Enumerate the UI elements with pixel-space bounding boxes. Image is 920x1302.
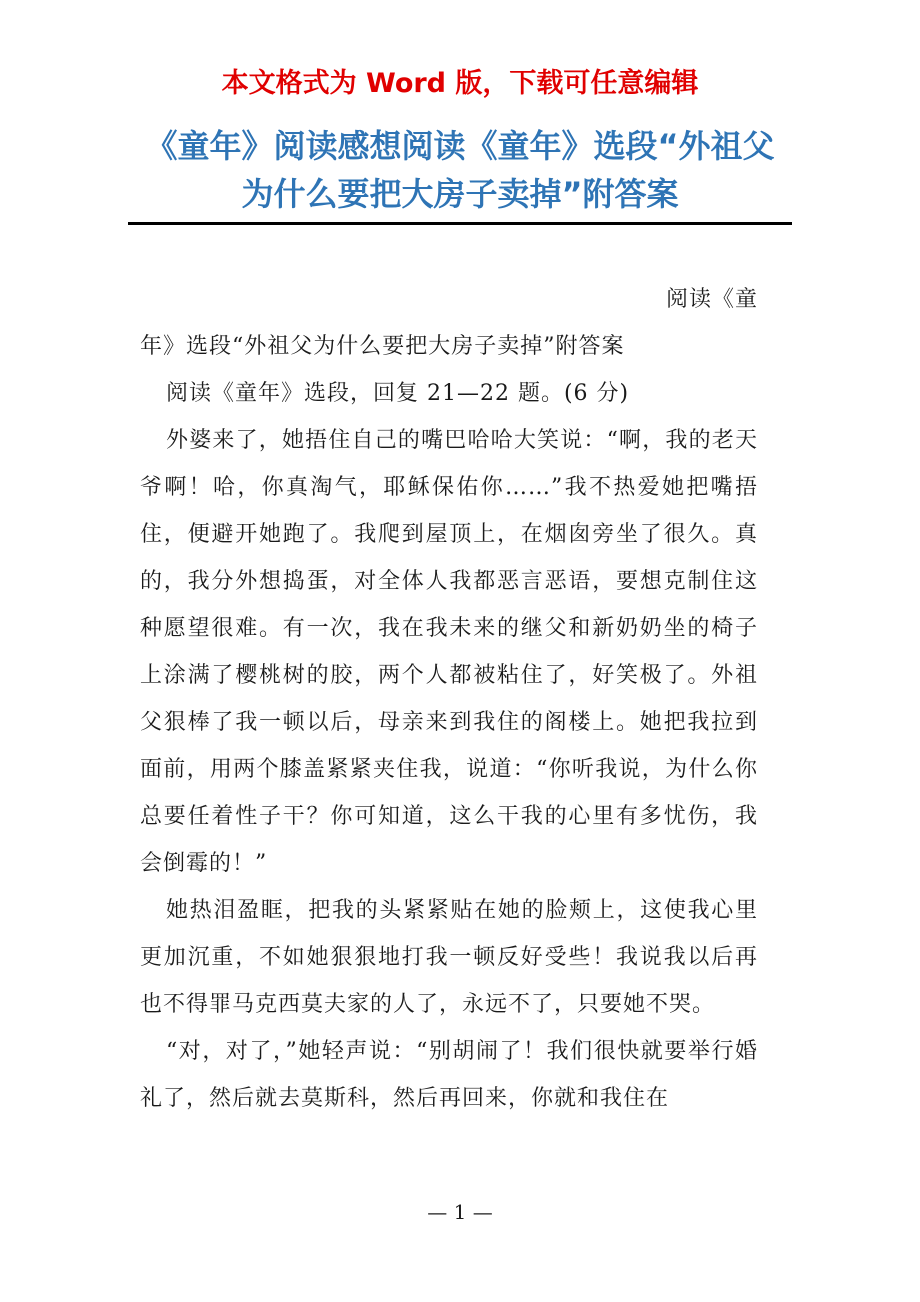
- paragraph-1: 外婆来了，她捂住自己的嘴巴哈哈大笑说：“啊，我的老天爷啊！哈，你真淘气，耶稣保佑你……”我不热爱她把嘴捂住，便避开她跑了。我爬到屋顶上，在烟囱旁坐了很久。真的，我分外想捣蛋，对全体人我都恶言恶语，要想克制住这种愿望很难。有一次，我在我未来的继父和新奶奶坐的椅子上涂满了樱桃树的胶，两个人都被粘住了，好笑极了。外祖父狠棒了我一顿以后，母亲来到我住的阁楼上。她把我拉到面前，用两个膝盖紧紧夹住我，说道：“你听我说，为什么你总要任着性子干？你可知道，这么干我的心里有多忧伤，我会倒霉的！”: [140, 428, 758, 876]
- subheading-line-1: 阅读《童: [665, 287, 758, 312]
- page-number: — 1 —: [427, 1200, 493, 1224]
- format-notice-banner: 本文格式为 Word 版，下载可任意编辑: [221, 68, 699, 99]
- paragraph-3: “对，对了，”她轻声说：“别胡闹了！我们很快就要举行婚礼了，然后就去莫斯科，然后再回来，你就和我住在: [140, 1039, 758, 1111]
- document-title: 《童年》阅读感想阅读《童年》选段“外祖父为什么要把大房子卖掉”附答案: [145, 127, 775, 213]
- paragraph-instructions: 阅读《童年》选段，回复 21—22 题。(6 分): [166, 381, 630, 406]
- title-divider: [128, 222, 792, 225]
- subheading-line-2: 年》选段“外祖父为什么要把大房子卖掉”附答案: [140, 334, 625, 359]
- paragraph-2: 她热泪盈眶，把我的头紧紧贴在她的脸颊上，这使我心里更加沉重，不如她狠狠地打我一顿反好受些！我说我以后再也不得罪马克西莫夫家的人了，永远不了，只要她不哭。: [140, 898, 758, 1017]
- document-body: [140, 276, 758, 1122]
